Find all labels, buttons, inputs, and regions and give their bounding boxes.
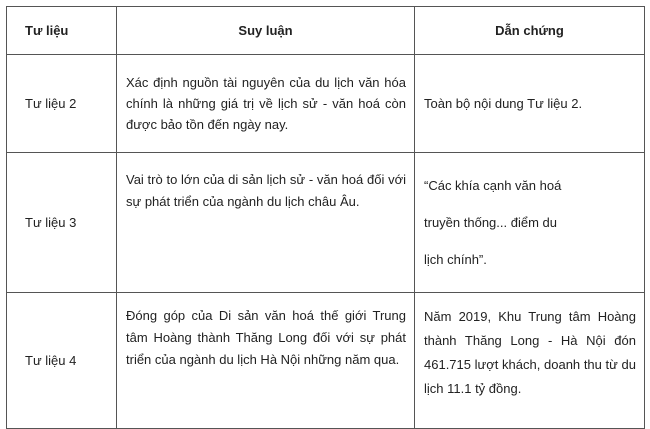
- row-reasoning: Đóng góp của Di sản văn hoá thế giới Trung tâm Hoàng thành Thăng Long đối với sự phát triển của ngành du lịch Hà Nội những năm qua.: [117, 293, 415, 429]
- header-evidence: Dẫn chứng: [415, 7, 645, 55]
- header-source: Tư liệu: [7, 7, 117, 55]
- row-evidence: [415, 55, 645, 153]
- row-evidence: [415, 293, 645, 429]
- source-analysis-table: [6, 6, 645, 429]
- evidence-line: “Các khía cạnh văn hoá: [424, 178, 562, 193]
- table-row: [7, 293, 645, 429]
- header-reasoning: Suy luận: [117, 7, 415, 55]
- evidence-line: truyền thống... điểm du: [424, 215, 557, 230]
- row-evidence: [415, 153, 645, 293]
- row-reasoning: Vai trò to lớn của di sản lịch sử - văn hoá đối với sự phát triển của ngành du lịch châu Âu.: [117, 153, 415, 293]
- table-row: [7, 55, 645, 153]
- table-row: [7, 153, 645, 293]
- evidence-line: lịch chính”.: [424, 252, 487, 267]
- row-label: Tư liệu 3: [7, 153, 117, 293]
- row-label: Tư liệu 2: [7, 55, 117, 153]
- row-reasoning: Xác định nguồn tài nguyên của du lịch văn hóa chính là những giá trị về lịch sử - văn hoá còn được bảo tồn đến ngày nay.: [117, 55, 415, 153]
- row-label: Tư liệu 4: [7, 293, 117, 429]
- evidence-line: Năm 2019, Khu Trung tâm Hoàng thành Thăng Long - Hà Nội đón 461.715 lượt khách, doanh thu từ du lịch 11.1 tỷ đồng.: [424, 309, 636, 396]
- evidence-line: Toàn bộ nội dung Tư liệu 2.: [424, 96, 583, 111]
- table-header-row: [7, 7, 645, 55]
